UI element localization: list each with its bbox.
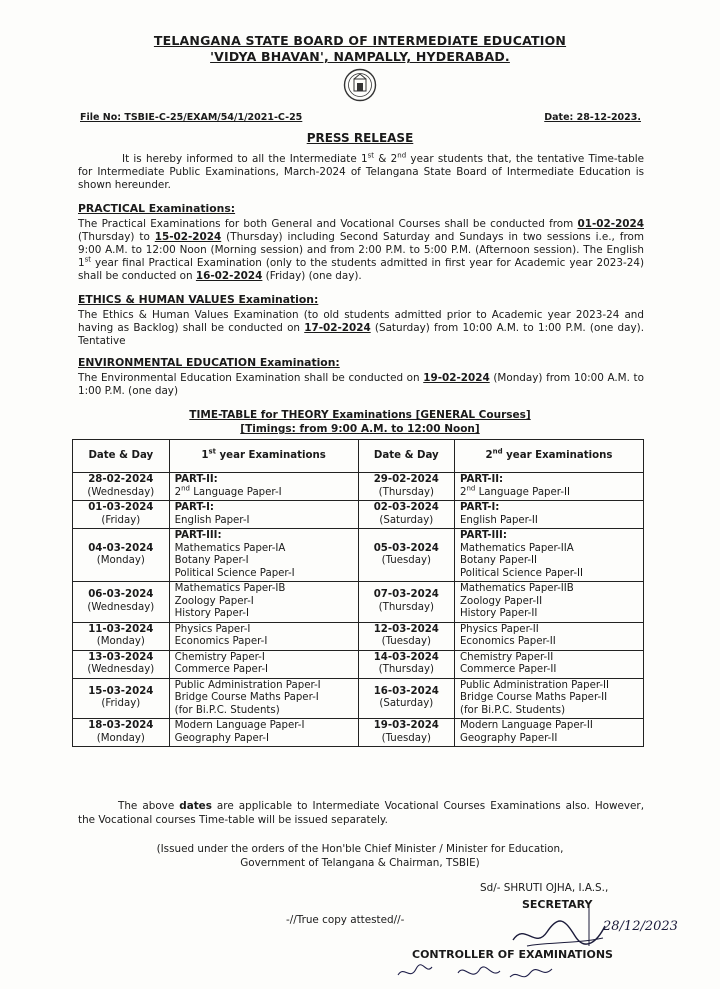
col-header-first-year: 1st year Examinations xyxy=(169,440,358,473)
first-year-subjects-cell: Physics Paper-I Economics Paper-I xyxy=(169,622,358,650)
first-year-date-cell: 01-03-2024 (Friday) xyxy=(73,501,170,529)
table-row xyxy=(73,582,644,623)
table-row xyxy=(73,622,644,650)
table-row xyxy=(73,501,644,529)
press-release-title: PRESS RELEASE xyxy=(306,131,414,145)
timetable-header-row xyxy=(73,440,644,473)
file-number: File No: TSBIE-C-25/EXAM/54/1/2021-C-25 xyxy=(80,112,303,123)
svg-text:28/12/2023: 28/12/2023 xyxy=(603,919,678,934)
first-year-subjects-cell: PART-III: Mathematics Paper-IA Botany Paper-I Political Science Paper-I xyxy=(169,529,358,582)
second-year-subjects-cell: PART-I: English Paper-II xyxy=(455,501,644,529)
initials-signature-icon xyxy=(392,955,592,987)
first-year-subjects-cell: PART-II: 2nd Language Paper-I xyxy=(169,473,358,501)
timetable-timings: [Timings: from 9:00 A.M. to 12:00 Noon] xyxy=(240,423,480,435)
second-year-subjects-cell: Chemistry Paper-II Commerce Paper-II xyxy=(455,650,644,678)
first-year-date-cell: 28-02-2024 (Wednesday) xyxy=(73,473,170,501)
ethics-heading: ETHICS & HUMAN VALUES Examination: xyxy=(78,293,319,306)
second-year-subjects-cell: Mathematics Paper-IIB Zoology Paper-II History Paper-II xyxy=(455,582,644,623)
second-year-date-cell: 05-03-2024 (Tuesday) xyxy=(358,529,454,582)
col-header-date-1: Date & Day xyxy=(73,440,170,473)
col-header-second-year: 2nd year Examinations xyxy=(455,440,644,473)
timetable xyxy=(72,439,644,747)
table-row xyxy=(73,678,644,719)
practical-paragraph: The Practical Examinations for both General and Vocational Courses shall be conducted from 01-02-2024 (Thursday) to 15-02-2024 (Thursday) including Second Saturday and Sundays in two sessions i.e., from 9:00 A.M. to 12:00 Noon (Morning session) and from 2:00 P.M. to 5:00 P.M. (Afternoon session). The English 1st year final Practical Examination (only to the students admitted in first year for Academic year 2023-24) shall be conducted on 16-02-2024 (Friday) (one day). xyxy=(78,218,644,283)
first-year-subjects-cell: Chemistry Paper-I Commerce Paper-I xyxy=(169,650,358,678)
second-year-date-cell: 12-03-2024 (Tuesday) xyxy=(358,622,454,650)
first-year-date-cell: 13-03-2024 (Wednesday) xyxy=(73,650,170,678)
secretary-signature-icon xyxy=(505,902,678,954)
second-year-date-cell: 19-03-2024 (Tuesday) xyxy=(358,719,454,747)
first-year-subjects-cell: Mathematics Paper-IB Zoology Paper-I History Paper-I xyxy=(169,582,358,623)
first-year-date-cell: 15-03-2024 (Friday) xyxy=(73,678,170,719)
first-year-subjects-cell: Modern Language Paper-I Geography Paper-I xyxy=(169,719,358,747)
timetable-title: TIME-TABLE for THEORY Examinations [GENERAL Courses] xyxy=(189,409,531,421)
signatory-title: SECRETARY xyxy=(522,898,593,911)
release-date: Date: 28-12-2023. xyxy=(544,112,641,123)
table-row xyxy=(73,650,644,678)
first-year-date-cell: 11-03-2024 (Monday) xyxy=(73,622,170,650)
second-year-date-cell: 29-02-2024 (Thursday) xyxy=(358,473,454,501)
board-name: TELANGANA STATE BOARD OF INTERMEDIATE EDUCATION xyxy=(153,33,567,48)
table-row xyxy=(73,719,644,747)
environmental-paragraph: The Environmental Education Examination shall be conducted on 19-02-2024 (Monday) from 10:00 A.M. to 1:00 P.M. (one day) xyxy=(78,372,644,398)
vocational-note: The above dates are applicable to Intermediate Vocational Courses Examinations also. However, the Vocational courses Time-table will be issued separately. xyxy=(78,800,644,826)
second-year-subjects-cell: PART-III: Mathematics Paper-IIA Botany Paper-II Political Science Paper-II xyxy=(455,529,644,582)
true-copy-attested: -//True copy attested//- xyxy=(286,914,405,926)
board-address: 'VIDYA BHAVAN', NAMPALLY, HYDERABAD. xyxy=(210,49,510,64)
second-year-date-cell: 02-03-2024 (Saturday) xyxy=(358,501,454,529)
table-row xyxy=(73,473,644,501)
practical-heading: PRACTICAL Examinations: xyxy=(78,202,236,215)
second-year-subjects-cell: Physics Paper-II Economics Paper-II xyxy=(455,622,644,650)
second-year-subjects-cell: PART-II: 2nd Language Paper-II xyxy=(455,473,644,501)
second-year-subjects-cell: Modern Language Paper-II Geography Paper-II xyxy=(455,719,644,747)
col-header-date-2: Date & Day xyxy=(358,440,454,473)
second-year-date-cell: 07-03-2024 (Thursday) xyxy=(358,582,454,623)
issued-under-orders: (Issued under the orders of the Hon'ble Chief Minister / Minister for Education, Government of Telangana & Chairman, TSBIE) xyxy=(156,843,564,869)
second-year-subjects-cell: Public Administration Paper-II Bridge Course Maths Paper-II (for Bi.P.C. Students) xyxy=(455,678,644,719)
second-year-date-cell: 14-03-2024 (Thursday) xyxy=(358,650,454,678)
controller-of-examinations: CONTROLLER OF EXAMINATIONS xyxy=(412,948,613,961)
first-year-date-cell: 04-03-2024 (Monday) xyxy=(73,529,170,582)
ethics-paragraph: The Ethics & Human Values Examination (to old students admitted prior to Academic year 2023-24 and having as Backlog) shall be conducted on 17-02-2024 (Saturday) from 10:00 A.M. to 1:00 P.M. (one day). Tentative xyxy=(78,309,644,348)
intro-paragraph: It is hereby informed to all the Intermediate 1st & 2nd year students that, the tentative Time-table for Intermediate Public Examinations, March-2024 of Telangana State Board of Intermediate Education is shown hereunder. xyxy=(78,151,644,192)
state-emblem-icon xyxy=(343,68,377,102)
first-year-subjects-cell: Public Administration Paper-I Bridge Course Maths Paper-I (for Bi.P.C. Students) xyxy=(169,678,358,719)
table-row xyxy=(73,529,644,582)
first-year-subjects-cell: PART-I: English Paper-I xyxy=(169,501,358,529)
environmental-heading: ENVIRONMENTAL EDUCATION Examination: xyxy=(78,356,340,369)
first-year-date-cell: 06-03-2024 (Wednesday) xyxy=(73,582,170,623)
first-year-date-cell: 18-03-2024 (Monday) xyxy=(73,719,170,747)
second-year-date-cell: 16-03-2024 (Saturday) xyxy=(358,678,454,719)
signatory-name: Sd/- SHRUTI OJHA, I.A.S., xyxy=(480,882,609,894)
